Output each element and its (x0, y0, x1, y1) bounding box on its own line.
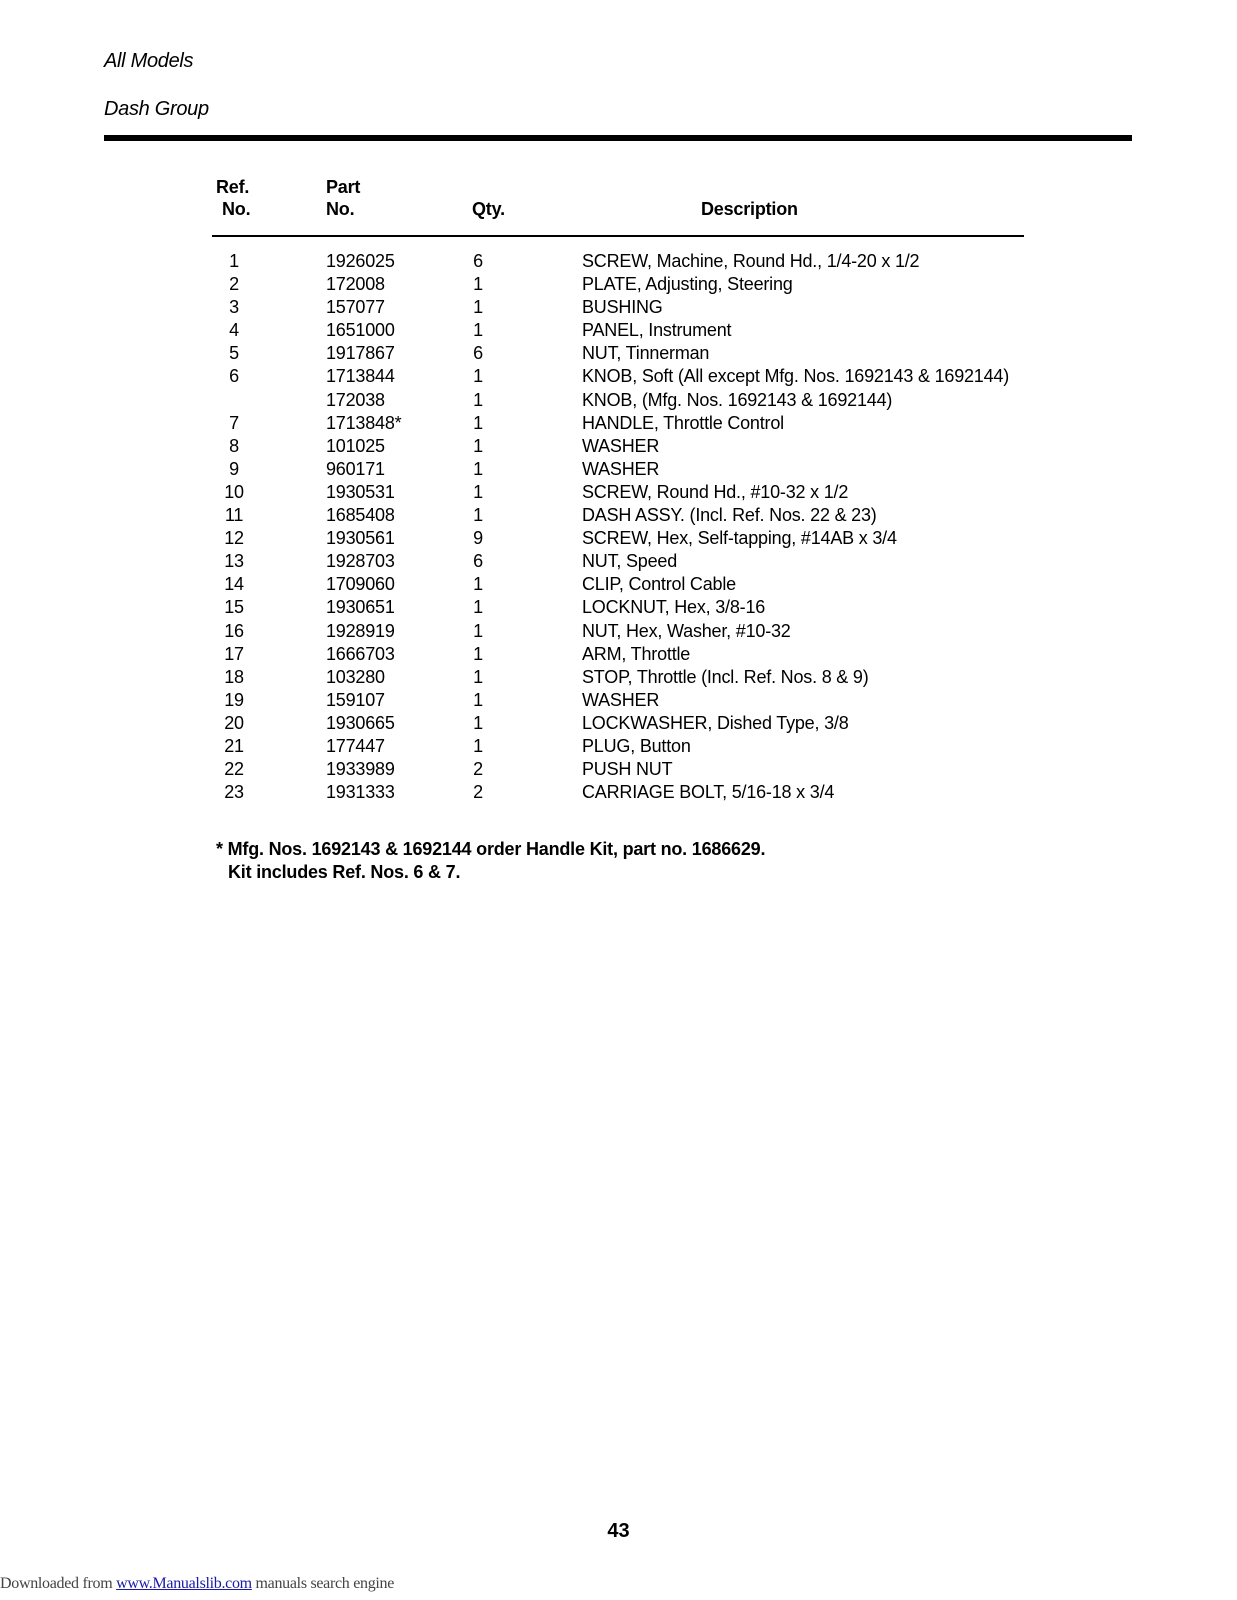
ref-no-cell: 8 (229, 435, 239, 456)
ref-no-cell: 15 (224, 597, 244, 618)
table-row (0, 712, 1237, 735)
table-row (0, 596, 1237, 619)
description-cell: NUT, Speed (582, 551, 678, 572)
download-suffix: manuals search engine (251, 1575, 395, 1592)
qty-cell: 2 (473, 759, 483, 780)
description-cell: WASHER (582, 689, 660, 710)
ref-no-cell: 11 (224, 505, 244, 526)
table-row (0, 620, 1237, 643)
ref-no-cell: 9 (229, 458, 239, 479)
part-no-cell: 101025 (326, 435, 385, 456)
ref-no-cell: 10 (224, 481, 244, 502)
footnote (216, 838, 765, 884)
description-cell: DASH ASSY. (Incl. Ref. Nos. 22 & 23) (582, 505, 877, 526)
table-row (0, 504, 1237, 527)
table-row (0, 458, 1237, 481)
qty-cell: 6 (473, 251, 483, 271)
table-row (0, 573, 1237, 596)
part-no-cell: 960171 (326, 458, 385, 479)
part-no-cell: 1928703 (326, 551, 395, 572)
ref-no-cell: 2 (229, 274, 239, 295)
qty-cell: 6 (473, 343, 483, 364)
qty-column-header: Qty. (472, 199, 505, 219)
table-row (0, 735, 1237, 758)
part-no-cell: 1928919 (326, 620, 395, 641)
ref-no-cell: 22 (224, 759, 244, 780)
description-cell: SCREW, Round Hd., #10-32 x 1/2 (582, 481, 849, 502)
qty-cell: 1 (473, 435, 483, 456)
table-row (0, 342, 1237, 365)
part-no-cell: 1685408 (326, 505, 395, 526)
qty-cell: 1 (473, 481, 483, 502)
description-cell: LOCKWASHER, Dished Type, 3/8 (582, 712, 849, 733)
ref-no-cell: 1 (229, 251, 239, 271)
description-cell: KNOB, (Mfg. Nos. 1692143 & 1692144) (582, 389, 893, 410)
description-cell: HANDLE, Throttle Control (582, 412, 784, 433)
part-no-cell: 1931333 (326, 782, 395, 803)
ref-no-cell: 21 (224, 735, 244, 756)
qty-cell: 1 (473, 620, 483, 641)
ref-no-cell: 17 (224, 643, 244, 664)
part-no-cell: 172008 (326, 274, 385, 295)
description-cell: STOP, Throttle (Incl. Ref. Nos. 8 & 9) (582, 666, 869, 687)
description-cell: NUT, Tinnerman (582, 343, 710, 364)
group-heading: Dash Group (104, 98, 209, 120)
ref-no-cell: 4 (229, 320, 239, 341)
ref-no-cell: 5 (229, 343, 239, 364)
ref-no-cell: 23 (224, 782, 244, 803)
qty-cell: 1 (473, 274, 483, 295)
part-no-cell: 1926025 (326, 251, 395, 271)
qty-cell: 1 (473, 389, 483, 410)
ref-no-cell: 6 (229, 366, 239, 387)
description-cell: SCREW, Machine, Round Hd., 1/4-20 x 1/2 (582, 251, 920, 271)
description-cell: ARM, Throttle (582, 643, 691, 664)
footnote-line2: Kit includes Ref. Nos. 6 & 7. (228, 862, 461, 882)
part-no-cell: 1651000 (326, 320, 395, 341)
description-cell: PUSH NUT (582, 759, 673, 780)
ref-no-cell: 16 (224, 620, 244, 641)
parts-table-body (0, 250, 1237, 804)
description-cell: PLATE, Adjusting, Steering (582, 274, 793, 295)
ref-no-cell: 20 (224, 712, 244, 733)
ref-header-line2: No. (222, 199, 251, 219)
table-row (0, 781, 1237, 804)
description-cell: SCREW, Hex, Self-tapping, #14AB x 3/4 (582, 528, 897, 549)
part-no-cell: 1930665 (326, 712, 395, 733)
part-no-cell: 159107 (326, 689, 385, 710)
table-row (0, 689, 1237, 712)
qty-cell: 1 (473, 689, 483, 710)
table-row (0, 319, 1237, 342)
ref-no-cell: 13 (224, 551, 244, 572)
ref-no-cell: 19 (224, 689, 244, 710)
table-row (0, 643, 1237, 666)
ref-no-cell: 7 (229, 412, 239, 433)
description-cell: LOCKNUT, Hex, 3/8-16 (582, 597, 766, 618)
qty-cell: 1 (473, 574, 483, 595)
part-no-cell: 177447 (326, 735, 385, 756)
description-cell: CLIP, Control Cable (582, 574, 736, 595)
part-header-line1: Part (326, 177, 361, 197)
footnote-line1: * Mfg. Nos. 1692143 & 1692144 order Handle Kit, part no. 1686629. (216, 839, 766, 859)
part-no-cell: 103280 (326, 666, 385, 687)
models-heading: All Models (104, 50, 194, 72)
table-row (0, 550, 1237, 573)
part-no-cell: 1709060 (326, 574, 395, 595)
part-no-cell: 157077 (326, 297, 385, 318)
description-cell: KNOB, Soft (All except Mfg. Nos. 1692143 & 1692144) (582, 366, 1010, 387)
manualslib-link[interactable]: www.Manualslib.com (116, 1575, 252, 1592)
table-row (0, 666, 1237, 689)
ref-no-cell: 14 (224, 574, 244, 595)
part-no-cell: 1930561 (326, 528, 395, 549)
table-row (0, 296, 1237, 319)
part-no-column-header (326, 176, 360, 220)
table-row (0, 365, 1237, 388)
qty-cell: 1 (473, 505, 483, 526)
table-row (0, 758, 1237, 781)
header-divider (104, 135, 1132, 141)
parts-table-header (0, 176, 1237, 236)
part-no-cell: 1930651 (326, 597, 395, 618)
ref-no-cell: 18 (224, 666, 244, 687)
ref-header-line1: Ref. (216, 177, 250, 197)
page-number: 43 (607, 1520, 630, 1542)
description-cell: WASHER (582, 435, 660, 456)
qty-cell: 1 (473, 412, 483, 433)
qty-cell: 9 (473, 528, 483, 549)
qty-cell: 1 (473, 597, 483, 618)
table-row (0, 481, 1237, 504)
description-cell: CARRIAGE BOLT, 5/16-18 x 3/4 (582, 782, 835, 803)
qty-cell: 1 (473, 320, 483, 341)
qty-cell: 1 (473, 366, 483, 387)
ref-no-column-header (216, 176, 250, 220)
description-cell: WASHER (582, 458, 660, 479)
table-header-rule (212, 235, 1024, 237)
qty-cell: 1 (473, 297, 483, 318)
part-no-cell: 1713844 (326, 366, 395, 387)
ref-no-cell: 12 (224, 528, 244, 549)
part-no-cell: 172038 (326, 389, 385, 410)
download-prefix: Downloaded from (0, 1575, 117, 1592)
part-header-line2: No. (326, 199, 355, 219)
part-no-cell: 1933989 (326, 759, 395, 780)
qty-cell: 1 (473, 666, 483, 687)
description-cell: NUT, Hex, Washer, #10-32 (582, 620, 791, 641)
part-no-cell: 1713848* (326, 412, 402, 433)
part-no-cell: 1666703 (326, 643, 395, 664)
table-row (0, 435, 1237, 458)
table-row (0, 527, 1237, 550)
qty-cell: 6 (473, 551, 483, 572)
part-no-cell: 1930531 (326, 481, 395, 502)
download-footer (0, 1575, 394, 1593)
qty-cell: 2 (473, 782, 483, 803)
qty-cell: 1 (473, 458, 483, 479)
description-cell: PANEL, Instrument (582, 320, 732, 341)
ref-no-cell: 3 (229, 297, 239, 318)
qty-cell: 1 (473, 643, 483, 664)
description-column-header: Description (701, 199, 798, 219)
qty-cell: 1 (473, 712, 483, 733)
table-row (0, 273, 1237, 296)
table-row (0, 389, 1237, 412)
description-cell: PLUG, Button (582, 735, 691, 756)
qty-cell: 1 (473, 735, 483, 756)
table-row (0, 250, 1237, 273)
part-no-cell: 1917867 (326, 343, 395, 364)
table-row (0, 412, 1237, 435)
description-cell: BUSHING (582, 297, 663, 318)
